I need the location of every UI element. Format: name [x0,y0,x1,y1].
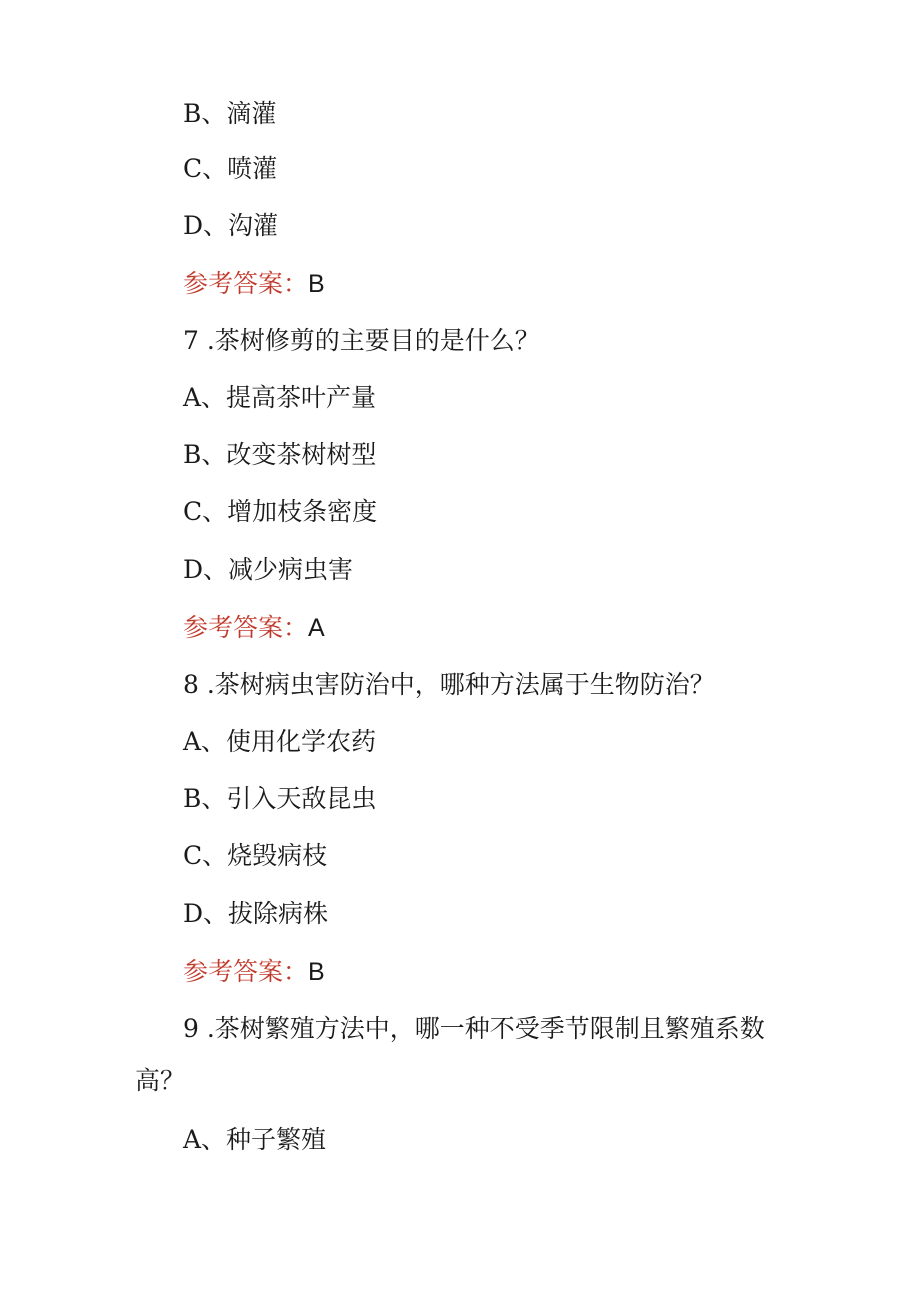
answer-value: A [308,614,325,642]
question-9-continuation: 高？ [135,1066,186,1095]
answer-line-q8 [183,956,325,988]
question-8: 8 .茶树病虫害防治中，哪种方法属于生物防治？ [183,670,715,699]
option-a-q9: A、种子繁殖 [183,1125,327,1154]
option-d-furrow-irrigation: D、沟灌 [183,211,279,240]
option-b-q8: B、引入天敌昆虫 [183,784,377,813]
option-c-sprinkler-irrigation: C、喷灌 [183,154,278,183]
answer-label: 参考答案： [183,269,309,298]
question-9: 9 .茶树繁殖方法中，哪一种不受季节限制且繁殖系数 [183,1014,765,1043]
option-b-q7: B、改变茶树树型 [183,440,377,469]
answer-value: B [308,958,325,986]
answer-line-q6 [183,268,325,300]
option-a-q8: A、使用化学农药 [183,727,377,756]
answer-value: B [308,270,325,298]
option-a-q7: A、提高茶叶产量 [183,383,377,412]
option-c-q7: C、增加枝条密度 [183,497,378,526]
question-7: 7 .茶树修剪的主要目的是什么？ [183,326,540,355]
option-d-q8: D、拔除病株 [183,899,329,928]
answer-line-q7 [183,612,325,644]
option-b-drip-irrigation: B、滴灌 [183,99,277,128]
option-c-q8: C、烧毁病枝 [183,841,328,870]
answer-label: 参考答案： [183,613,309,642]
option-d-q7: D、减少病虫害 [183,555,354,584]
answer-label: 参考答案： [183,957,309,986]
